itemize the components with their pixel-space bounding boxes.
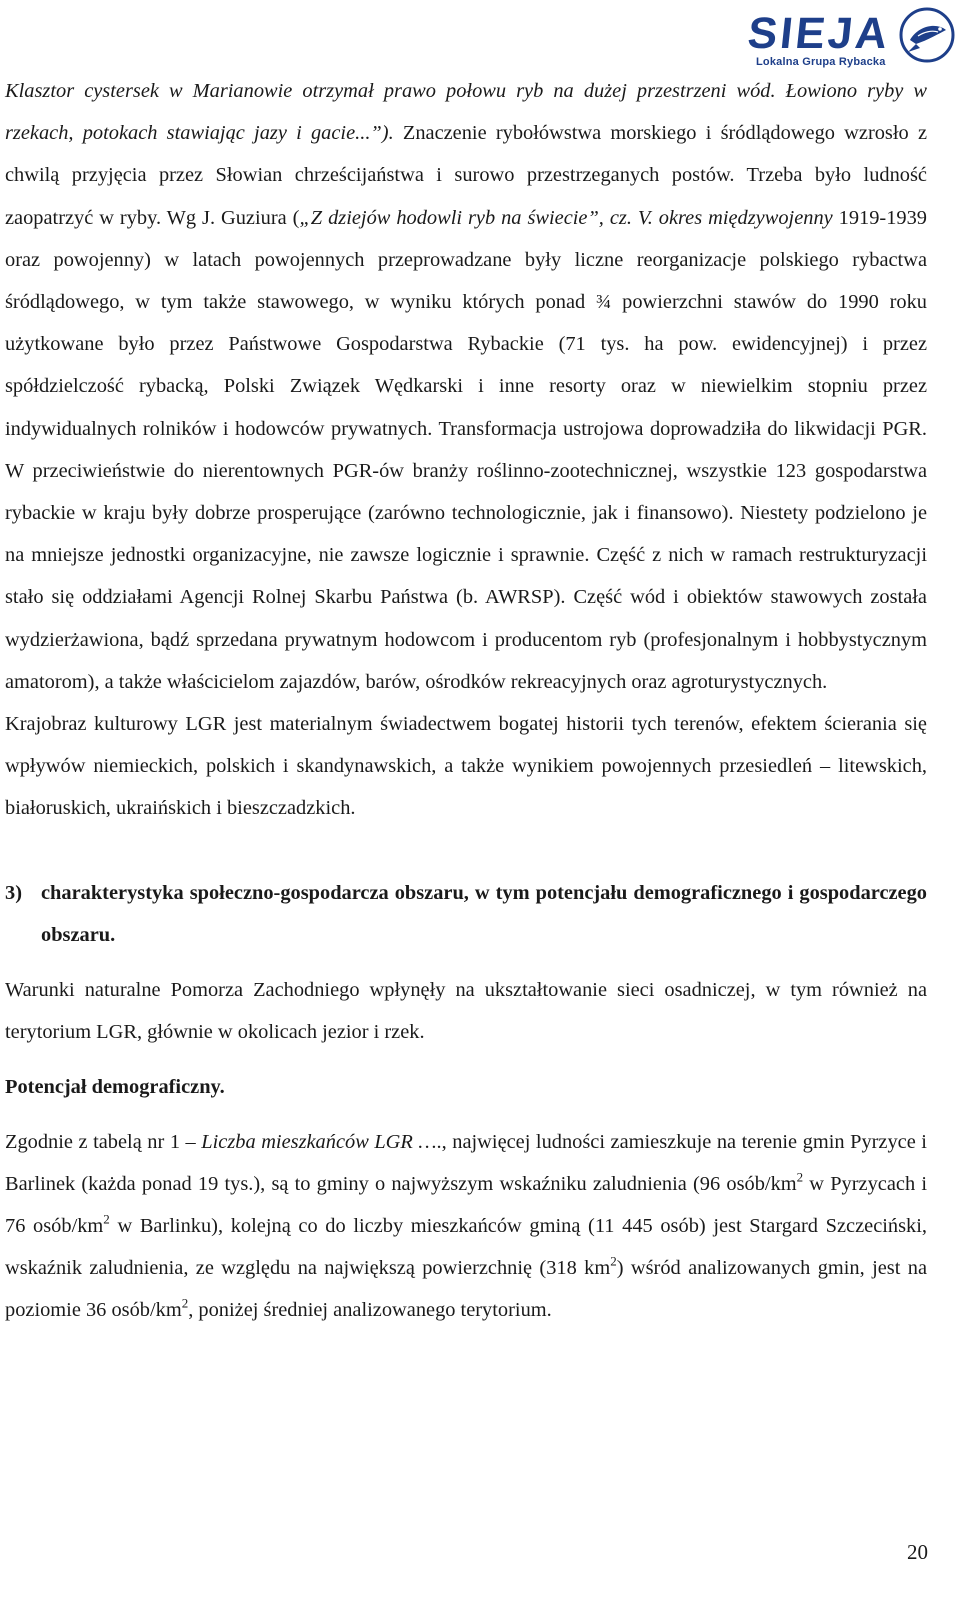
superscript-2: 2 [103,1211,110,1227]
lgr-logo [745,6,956,68]
text-pyrzyce-density: ., najwięcej ludności zamieszkuje na terenie gmin Pyrzyce i Barlinek (każda ponad 19 tys.), są to gminy o najwyższym wskaźniku zaludnienia (96 osób/km [5,1130,927,1195]
text-density-level: ) wśród analizowanych gmin, jest na poziomie 36 osób/km [5,1257,927,1322]
paragraph-history [5,70,927,703]
citation-title: „Z dziejów hodowli ryb na świecie”, cz. V. okres międzywojenny [299,206,833,229]
paragraph-natural-conditions: Warunki naturalne Pomorza Zachodniego wpłynęły na ukształtowanie sieci osadniczej, w tym również na terytorium LGR, głównie w okolicach jezior i rzek. [5,979,927,1044]
text-table-ref: Zgodnie z tabelą nr 1 – [5,1130,202,1153]
document-body [5,70,927,1332]
text-below-average: , poniżej średniej analizowanego terytorium. [188,1299,552,1322]
page-number: 20 [907,1540,928,1564]
paragraph-cultural-landscape: Krajobraz kulturowy LGR jest materialnym świadectwem bogatej historii tych terenów, efektem ścierania się wpływów niemieckich, polskich i skandynawskich, a także wynikiem powojennych przesiedleń – litewskich, białoruskich, ukraińskich i bieszczadzkich. [5,713,927,820]
superscript-2: 2 [181,1296,189,1312]
logo-wordmark: SIEJA [745,9,893,58]
text-fisheries-importance: Znaczenie rybołówstwa morskiego i śródlądowego wzrosło z chwilą przyjęcia przez Słowian chrześcijaństwa i surowo przestrzeganych postów. Trzeba było ludność zaopatrzyć w ryby. Wg J. Guziura ( [5,122,927,229]
table-title-ref: Liczba mieszkańców LGR … [201,1130,437,1153]
superscript-2: 2 [610,1253,617,1269]
section-title: charakterystyka społeczno-gospodarcza obszaru, w tym potencjału demograficznego i gospodarczego obszaru. [41,881,927,946]
text-stargard: w Barlinku), kolejną co do liczby mieszkańców gminą (11 445 osób) jest Stargard Szczeciński, wskaźnik zaludnienia, ze względu na największą powierzchnię (318 km [5,1215,927,1280]
text-barlinek-density: w Pyrzycach i 76 osób/km [5,1172,927,1238]
fish-emblem-icon [898,6,956,64]
subheading-demographic [5,1066,927,1108]
logo-subtitle: Lokalna Grupa Rybacka [756,56,886,68]
text-postwar-reorganization: 1919-1939 oraz powojenny) w latach powojennych przeprowadzane były liczne reorganizacje polskiego rybactwa śródlądowego, w tym także stawowego, w wyniku których ponad ¾ powierzchni stawów do 1990 roku użytkowane było przez Państwowe Gospodarstwa Rybackie (71 tys. ha pow. ewidencyjnej) i przez spółdzielczość rybacką, Polski Związek Wędkarski i inne resorty oraz w niewielkim stopniu przez indywidualnych rolników i hodowców prywatnych. Transformacja ustrojowa doprowadziła do likwidacji PGR. W przeciwieństwie do nierentownych PGR-ów branży roślinno-zootechnicznej, wszystkie 123 gospodarstwa rybackie w kraju były dobrze prosperujące (zarówno technologicznie, jak i finansowo). Niestety podzielono je na mniejsze jednostki organizacyjne, nie zawsze logicznie i sprawnie. Część z nich w ramach restrukturyzacji stało się oddziałami Agencji Rolnej Skarbu Państwa (b. AWRSP). Część wód i obiektów stawowych została wydzierżawiona, bądź sprzedana prywatnym hodowcom i producentom ryb (profesjonalnym i hobbystycznym amatorom), a także właścicielom zajazdów, barów, ośrodków rekreacyjnych oraz agroturystycznych. [5,206,928,693]
subheading-text: Potencjał demograficzny. [5,1076,225,1099]
paragraph-demographics [5,1121,927,1332]
section-number: 3) [5,881,22,904]
section-heading [5,872,927,956]
quote-cistercian: Klasztor cystersek w Marianowie otrzymał prawo połowu ryb na dużej przestrzeni wód. Łowiono ryby w rzekach, potokach stawiając jazy i gacie...”). [5,80,927,145]
superscript-2: 2 [796,1169,804,1185]
